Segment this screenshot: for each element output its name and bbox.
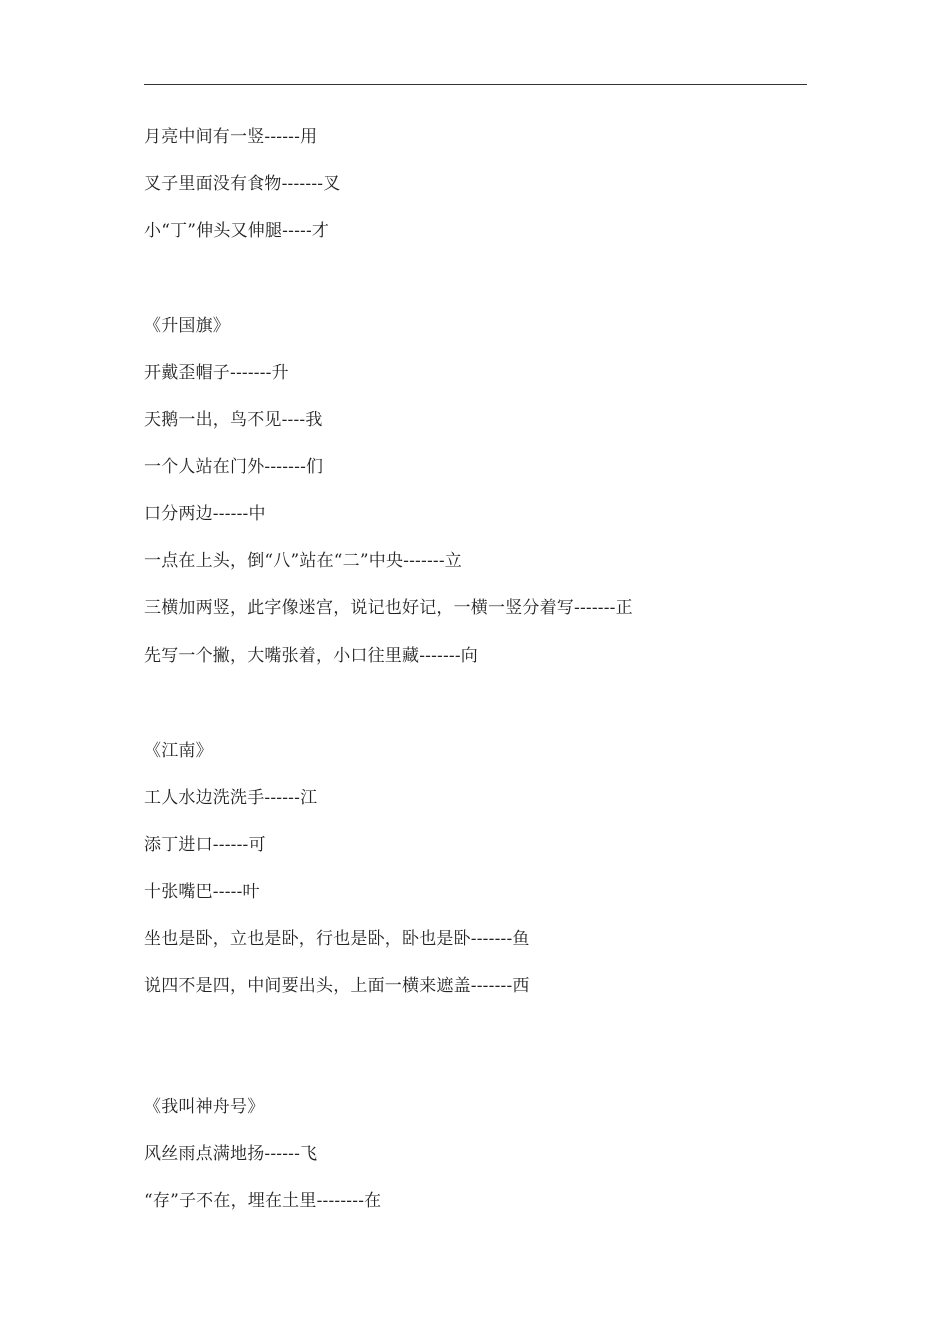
section-title: 《升国旗》 xyxy=(144,316,230,336)
section-title: 《我叫神舟号》 xyxy=(144,1097,265,1117)
riddle-line: 小“丁”伸头又伸腿-----才 xyxy=(144,221,330,241)
riddle-line: 月亮中间有一竖------用 xyxy=(144,127,318,147)
riddle-line: 开戴歪帽子-------升 xyxy=(144,363,289,383)
riddle-line: 天鹅一出，鸟不见----我 xyxy=(144,410,323,430)
header-rule xyxy=(144,84,807,85)
riddle-line: 风丝雨点满地扬------飞 xyxy=(144,1144,318,1164)
riddle-line: 十张嘴巴-----叶 xyxy=(144,882,260,902)
section-title: 《江南》 xyxy=(144,741,213,761)
riddle-line: 说四不是四，中间要出头，上面一横来遮盖-------西 xyxy=(144,976,530,996)
riddle-line: 工人水边洗洗手------江 xyxy=(144,788,318,808)
riddle-line: 先写一个撇，大嘴张着，小口往里藏-------向 xyxy=(144,646,479,666)
riddle-line: 添丁进口------可 xyxy=(144,835,266,855)
riddle-line: 一个人站在门外-------们 xyxy=(144,457,324,477)
riddle-line: 一点在上头，倒“八”站在“二”中央-------立 xyxy=(144,551,462,571)
riddle-line: 三横加两竖，此字像迷宫，说记也好记，一横一竖分着写-------正 xyxy=(144,598,633,618)
riddle-line: 坐也是卧，立也是卧，行也是卧，卧也是卧-------鱼 xyxy=(144,929,530,949)
riddle-line: 口分两边------中 xyxy=(144,504,266,524)
riddle-line: 叉子里面没有食物-------叉 xyxy=(144,174,341,194)
riddle-line: “存”子不在，埋在土里--------在 xyxy=(144,1191,382,1211)
